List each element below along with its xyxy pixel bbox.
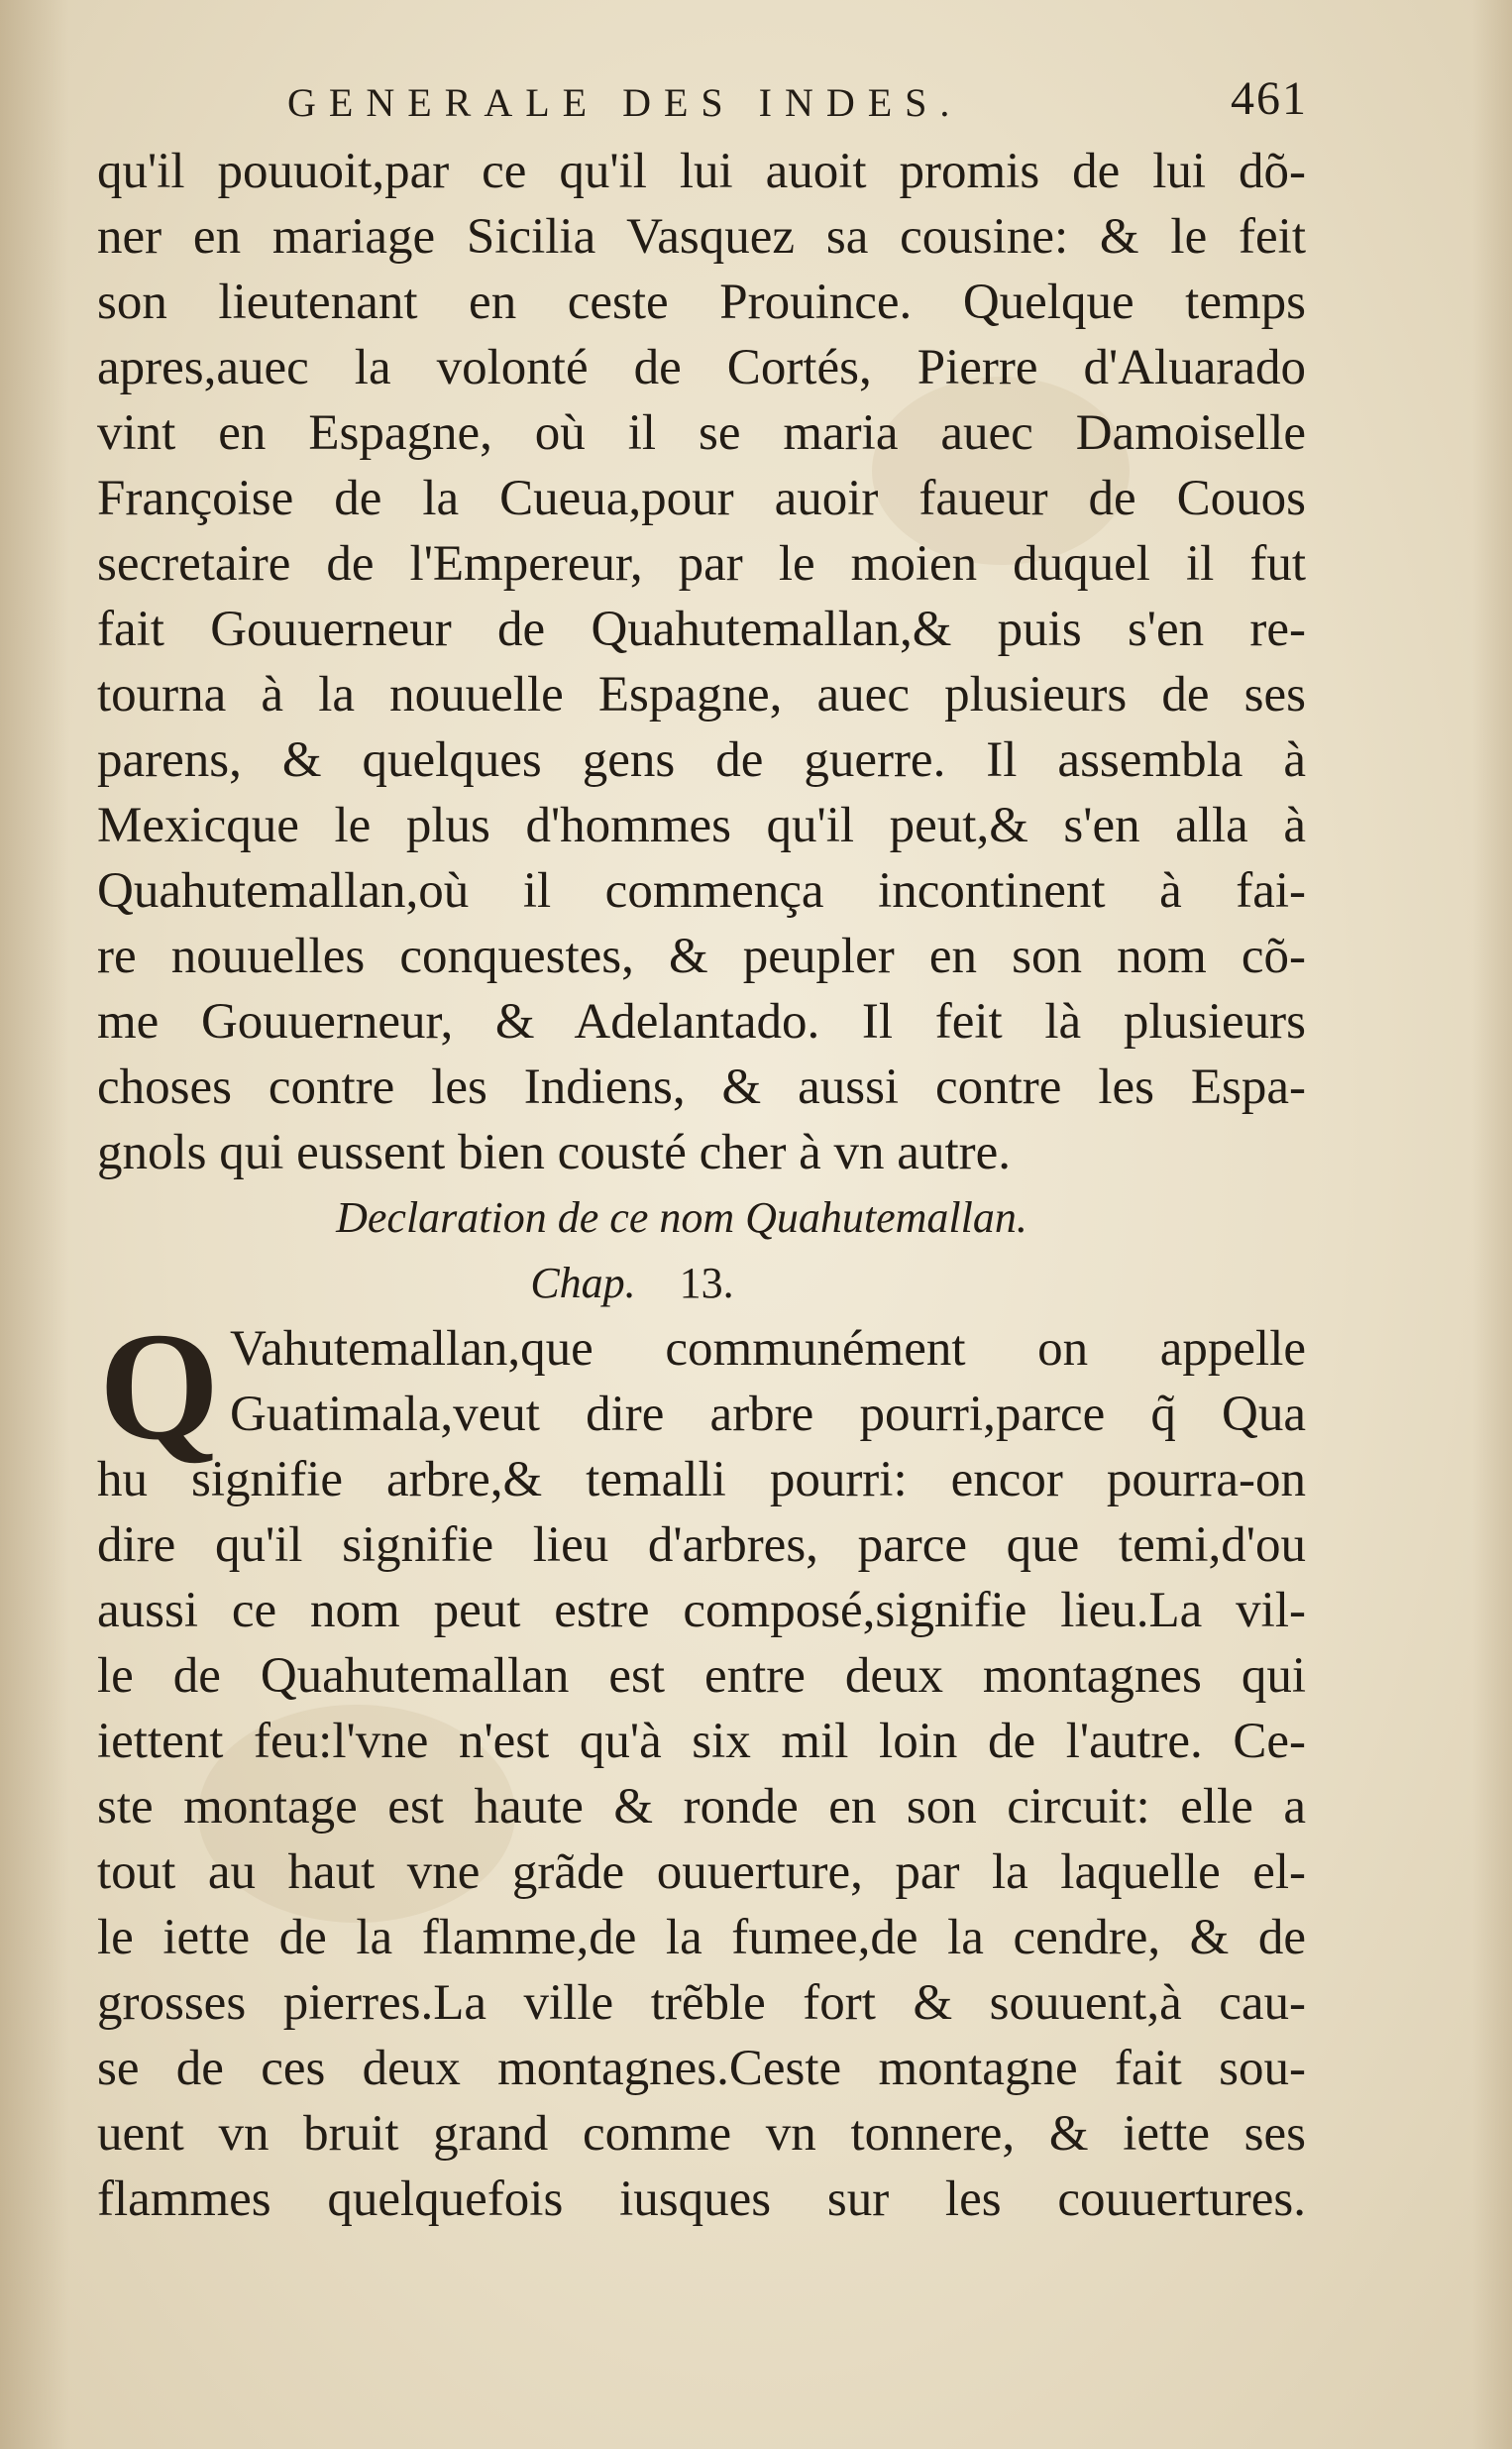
text-line: gnols qui eussent bien cousté cher à vn autre. <box>97 1125 1011 1180</box>
chapter-heading <box>97 1251 1306 1316</box>
running-head: GENERALE DES INDES. <box>287 80 963 125</box>
paragraph-previous-chapter <box>97 139 1306 1185</box>
text-line: Mexicque le plus d'hommes qu'il peut,& s'en alla à <box>97 798 1306 853</box>
text-line: aussi ce nom peut estre composé,signifie lieu.La vil- <box>97 1583 1306 1638</box>
text-line: flammes quelquefois iusques sur les couuertures. <box>97 2171 1306 2227</box>
text-line: le iette de la flamme,de la fumee,de la cendre, & de <box>97 1910 1306 1965</box>
chapter-label: Chap. <box>530 1259 636 1307</box>
chapter-number: 13. <box>679 1259 734 1307</box>
text-line: fait Gouuerneur de Quahutemallan,& puis s'en re- <box>97 602 1306 657</box>
paragraph-chapter-13 <box>97 1300 1306 2232</box>
text-line: re nouuelles conquestes, & peupler en son nom cõ- <box>97 929 1306 984</box>
text-line: me Gouuerneur, & Adelantado. Il feit là plusieurs <box>97 994 1306 1050</box>
text-line: parens, & quelques gens de guerre. Il assembla à <box>97 732 1306 788</box>
text-line: uent vn bruit grand comme vn tonnere, & iette ses <box>97 2106 1306 2162</box>
text-line: hu signifie arbre,& temalli pourri: encor pourra-on <box>97 1452 1306 1507</box>
drop-capital: Q <box>99 1300 220 1472</box>
text-line: iettent feu:l'vne n'est qu'à six mil loin de l'autre. Ce- <box>97 1714 1306 1769</box>
text-line: secretaire de l'Empereur, par le moien duquel il fut <box>97 536 1306 592</box>
text-line: son lieutenant en ceste Prouince. Quelque temps <box>97 275 1306 330</box>
text-line: le de Quahutemallan est entre deux montagnes qui <box>97 1648 1306 1704</box>
binding-shadow <box>0 0 69 2449</box>
text-line: Guatimala,veut dire arbre pourri,parce q̃ Qua <box>230 1387 1306 1442</box>
text-line: dire qu'il signifie lieu d'arbres, parce que temi,d'ou <box>97 1517 1306 1573</box>
text-line: tourna à la nouuelle Espagne, auec plusieurs de ses <box>97 667 1306 723</box>
text-line: apres,auec la volonté de Cortés, Pierre d'Aluarado <box>97 340 1306 395</box>
page-number: 461 <box>1231 72 1308 125</box>
text-line: ner en mariage Sicilia Vasquez sa cousine: & le feit <box>97 209 1306 265</box>
text-line: vint en Espagne, où il se maria auec Damoiselle <box>97 405 1306 461</box>
text-line: tout au haut vne grãde ouuerture, par la laquelle el- <box>97 1844 1306 1900</box>
text-line: qu'il pouuoit,par ce qu'il lui auoit promis de lui dõ- <box>97 144 1306 199</box>
text-line: se de ces deux montagnes.Ceste montagne fait sou- <box>97 2041 1306 2096</box>
page-edge-shadow <box>1472 0 1512 2449</box>
text-line: Françoise de la Cueua,pour auoir faueur de Couos <box>97 471 1306 526</box>
text-line: ste montage est haute & ronde en son circuit: elle a <box>97 1779 1306 1835</box>
chapter-title: Declaration de ce nom Quahutemallan. <box>336 1193 1027 1242</box>
page-header <box>287 71 1308 131</box>
text-line: Vahutemallan,que communément on appelle <box>230 1321 1306 1377</box>
text-line: choses contre les Indiens, & aussi contre les Espa- <box>97 1059 1306 1115</box>
text-line: Quahutemallan,où il commença incontinent à fai- <box>97 863 1306 919</box>
text-line: grosses pierres.La ville trẽble fort & souuent,à cau- <box>97 1975 1306 2031</box>
text-block <box>97 139 1306 2232</box>
